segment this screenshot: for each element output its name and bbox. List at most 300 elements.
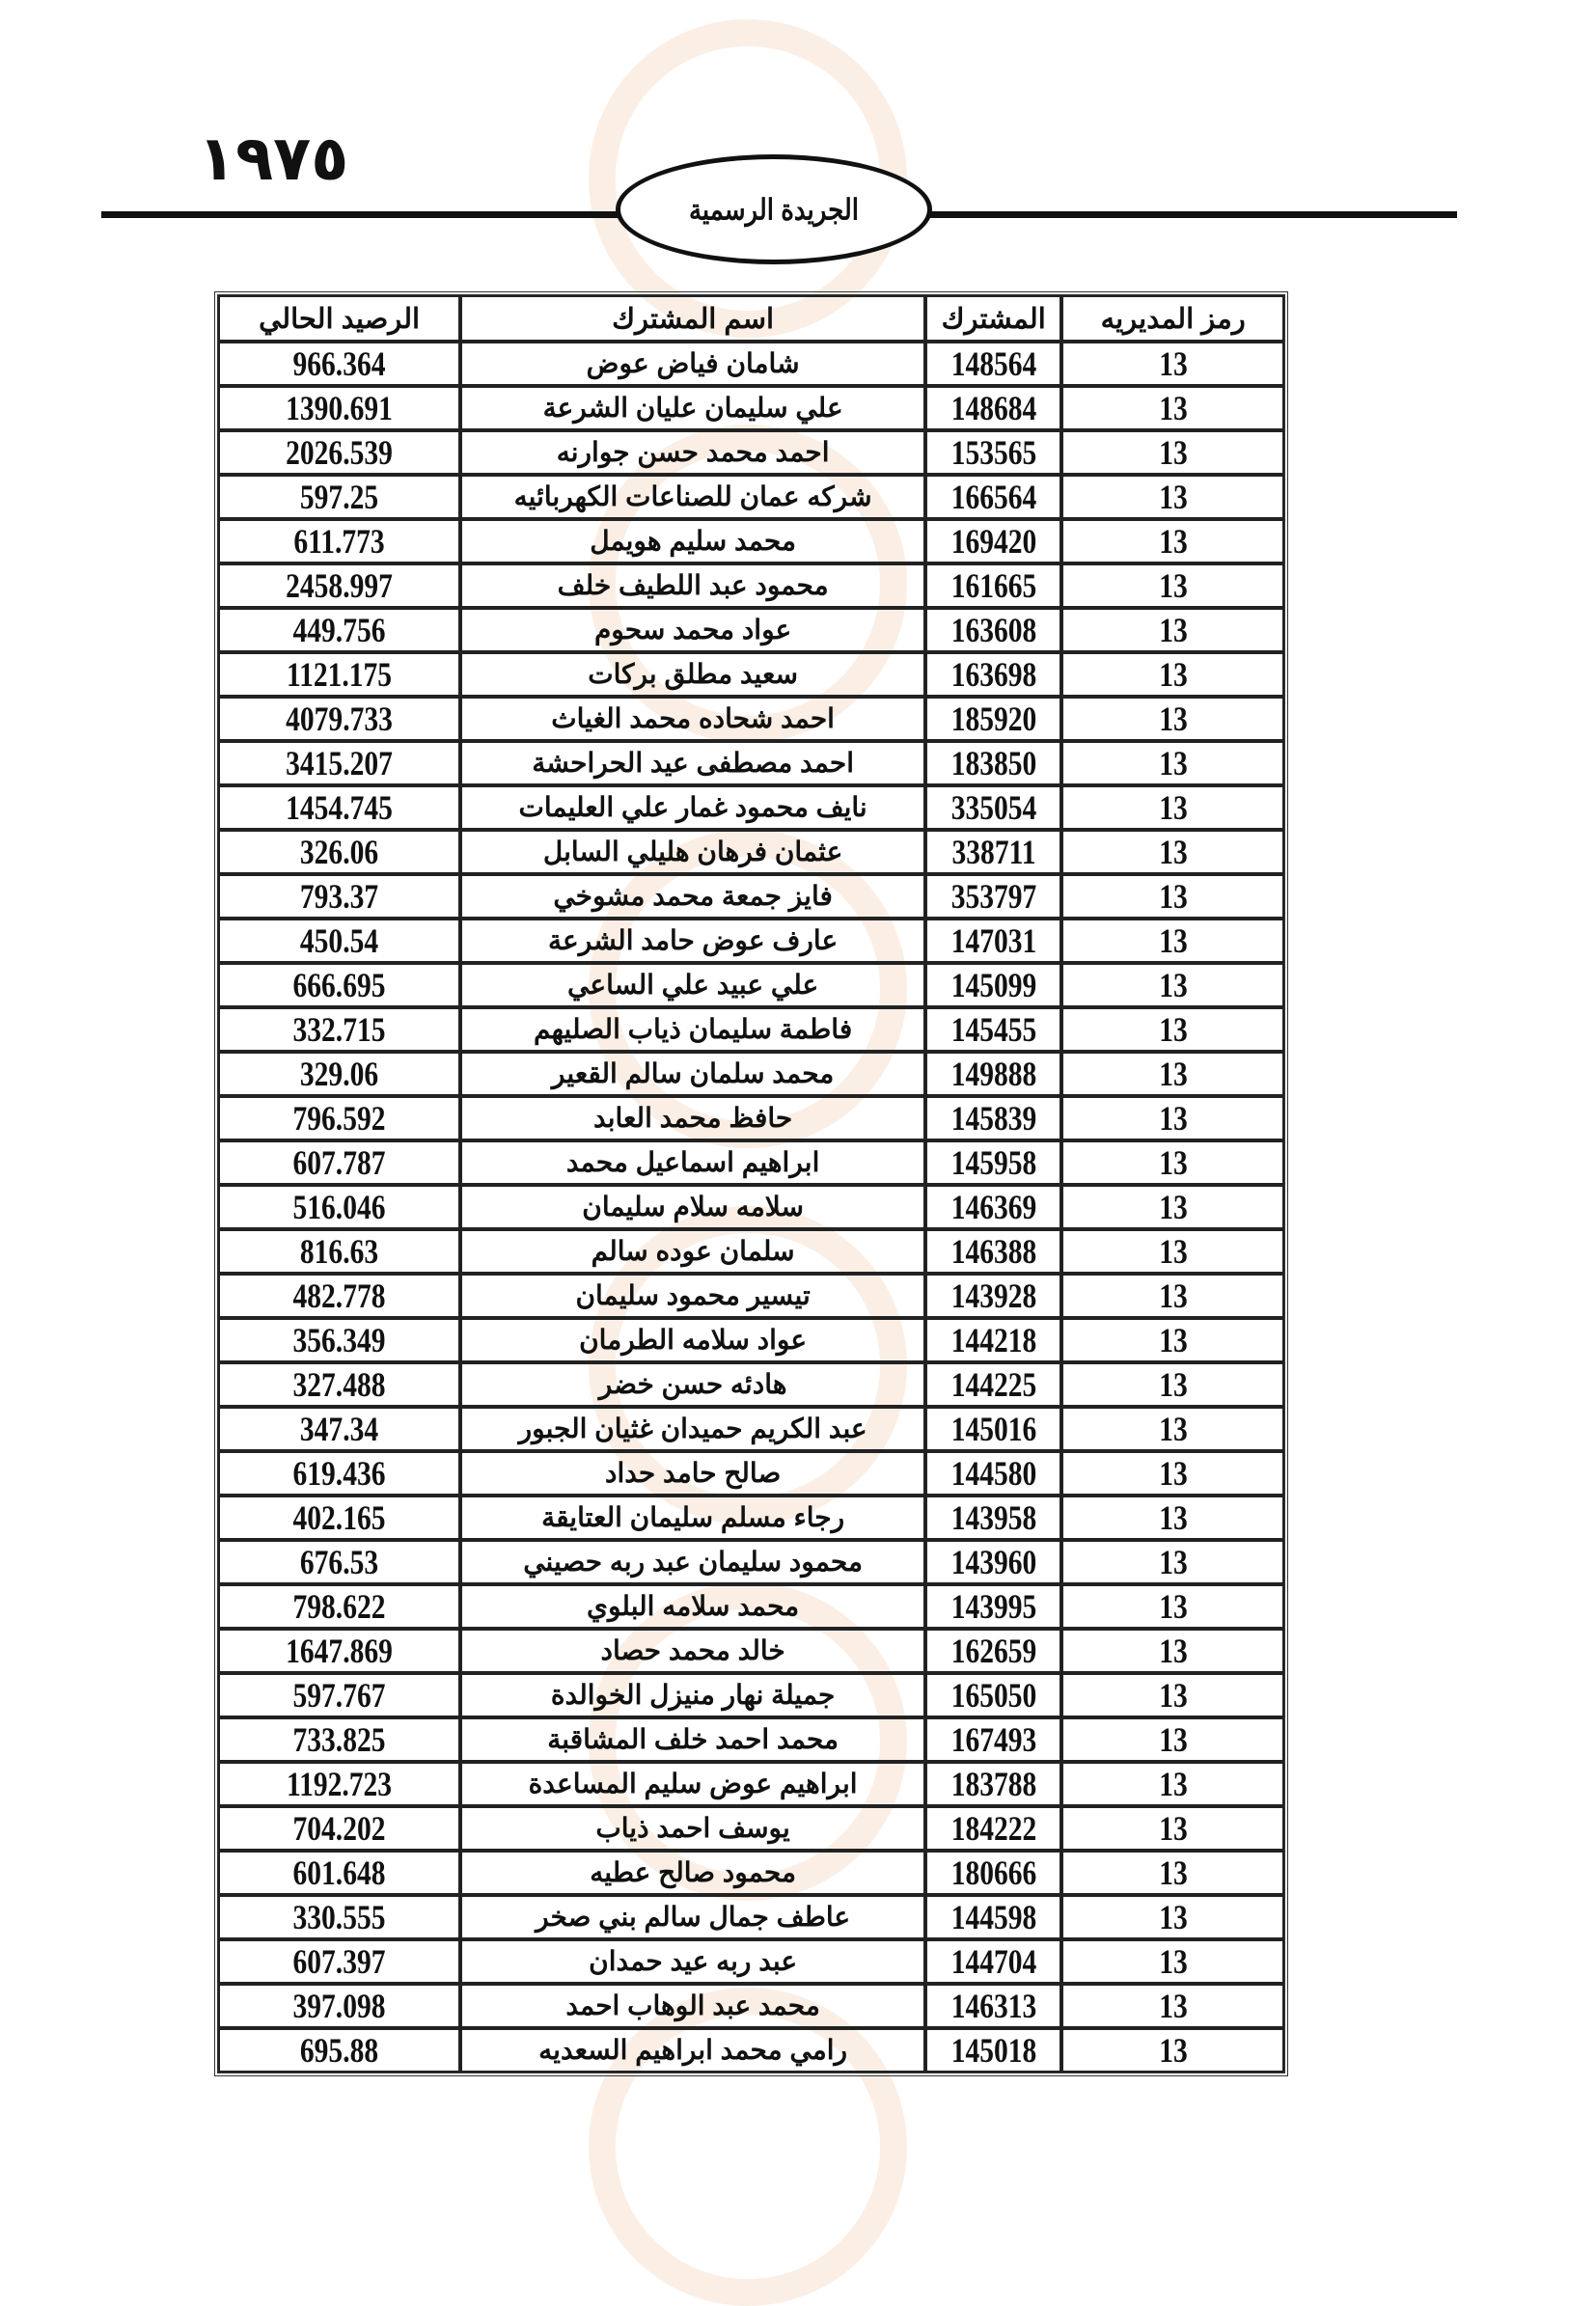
current-balance-text: 816.63 <box>300 1232 379 1271</box>
subscriber-number-text: 145018 <box>950 2031 1036 2070</box>
page-number: ١٩٧٥ <box>198 124 349 195</box>
cell-subscriber-name <box>460 1407 925 1451</box>
cell-current-balance <box>218 1496 460 1540</box>
cell-directorate-code <box>1061 652 1284 697</box>
cell-subscriber-number <box>925 1895 1061 1939</box>
cell-current-balance <box>218 1629 460 1673</box>
table-row <box>218 563 1284 608</box>
directorate-code-text: 13 <box>1158 1809 1188 1848</box>
current-balance-text: 402.165 <box>292 1498 386 1537</box>
cell-subscriber-name <box>460 1762 925 1806</box>
cell-current-balance <box>218 1762 460 1806</box>
cell-current-balance <box>218 1229 460 1274</box>
table-row <box>218 1629 1284 1673</box>
cell-directorate-code <box>1061 563 1284 608</box>
table-row <box>218 1895 1284 1939</box>
directorate-code-text: 13 <box>1158 1410 1188 1448</box>
subscriber-number-text: 146369 <box>950 1188 1036 1226</box>
table-row <box>218 1318 1284 1362</box>
directorate-code-text: 13 <box>1158 833 1188 871</box>
table-row <box>218 608 1284 652</box>
cell-subscriber-name <box>460 785 925 830</box>
current-balance-text: 2026.539 <box>286 433 393 472</box>
cell-current-balance <box>218 1451 460 1496</box>
current-balance-text: 597.767 <box>292 1676 386 1715</box>
subscriber-name-text: صالح حامد حداد <box>604 1458 782 1488</box>
cell-subscriber-number <box>925 1806 1061 1851</box>
cell-directorate-code <box>1061 1496 1284 1540</box>
cell-current-balance <box>218 1895 460 1939</box>
table-row <box>218 1185 1284 1229</box>
directorate-code-text: 13 <box>1158 788 1188 827</box>
directorate-code-text: 13 <box>1158 478 1188 516</box>
current-balance-text: 733.825 <box>292 1720 386 1759</box>
cell-subscriber-number <box>925 1673 1061 1717</box>
table-row <box>218 430 1284 475</box>
subscriber-number-text: 146388 <box>950 1232 1036 1271</box>
cell-subscriber-number <box>925 1584 1061 1629</box>
subscriber-number-text: 180666 <box>950 1853 1036 1892</box>
cell-current-balance <box>218 342 460 386</box>
current-balance-text: 449.756 <box>292 611 386 649</box>
current-balance-text: 1121.175 <box>287 655 393 694</box>
cell-subscriber-name <box>460 1673 925 1717</box>
current-balance-text: 676.53 <box>300 1543 379 1581</box>
subscriber-name-text: تيسير محمود سليمان <box>575 1280 811 1310</box>
subscriber-name-text: احمد محمد حسن جوارنه <box>556 437 830 467</box>
table-row <box>218 1540 1284 1584</box>
subscriber-name-text: ابراهيم عوض سليم المساعدة <box>528 1769 858 1798</box>
cell-subscriber-name <box>460 1629 925 1673</box>
cell-subscriber-number <box>925 430 1061 475</box>
cell-current-balance <box>218 430 460 475</box>
cell-subscriber-name <box>460 475 925 519</box>
directorate-code-text: 13 <box>1158 1987 1188 2025</box>
table-row <box>218 342 1284 386</box>
cell-subscriber-name <box>460 1939 925 1984</box>
cell-current-balance <box>218 1806 460 1851</box>
directorate-code-text: 13 <box>1158 966 1188 1004</box>
subscriber-number-text: 148564 <box>950 344 1036 383</box>
table-row <box>218 919 1284 963</box>
current-balance-text: 332.715 <box>292 1010 386 1049</box>
subscriber-number-text: 146313 <box>950 1987 1036 2025</box>
cell-directorate-code <box>1061 1629 1284 1673</box>
cell-directorate-code <box>1061 1984 1284 2028</box>
subscriber-number-text: 163698 <box>950 655 1036 694</box>
directorate-code-text: 13 <box>1158 1099 1188 1138</box>
cell-current-balance <box>218 1851 460 1895</box>
gazette-title: الجريدة الرسمية <box>688 192 860 226</box>
cell-subscriber-number <box>925 1851 1061 1895</box>
cell-subscriber-number <box>925 785 1061 830</box>
cell-subscriber-number <box>925 1629 1061 1673</box>
table-row <box>218 1717 1284 1762</box>
cell-directorate-code <box>1061 519 1284 563</box>
directorate-code-text: 13 <box>1158 1010 1188 1049</box>
cell-subscriber-name <box>460 652 925 697</box>
subscriber-name-text: احمد شحاده محمد الغياث <box>551 703 835 733</box>
subscriber-name-text: محمد سلامه البلوي <box>587 1591 800 1621</box>
subscriber-name-text: شامان فياض عوض <box>586 348 800 378</box>
current-balance-text: 397.098 <box>292 1987 386 2025</box>
current-balance-text: 516.046 <box>292 1188 386 1226</box>
subscriber-number-text: 335054 <box>950 788 1036 827</box>
subscriber-number-text: 161665 <box>950 566 1036 605</box>
current-balance-text: 704.202 <box>292 1809 386 1848</box>
cell-subscriber-number <box>925 1052 1061 1096</box>
subscriber-number-text: 184222 <box>950 1809 1036 1848</box>
cell-current-balance <box>218 1984 460 2028</box>
table-row <box>218 1096 1284 1140</box>
subscriber-number-text: 145455 <box>950 1010 1036 1049</box>
subscriber-name-text: عواد سلامه الطرمان <box>579 1325 808 1355</box>
cell-subscriber-name <box>460 741 925 785</box>
subscriber-number-text: 143960 <box>950 1543 1036 1581</box>
subscriber-name-text: عواد محمد سحوم <box>593 615 792 645</box>
cell-subscriber-name <box>460 830 925 874</box>
cell-current-balance <box>218 563 460 608</box>
cell-subscriber-number <box>925 608 1061 652</box>
cell-directorate-code <box>1061 1762 1284 1806</box>
cell-subscriber-name <box>460 563 925 608</box>
cell-directorate-code <box>1061 1185 1284 1229</box>
directorate-code-text: 13 <box>1158 744 1188 782</box>
directorate-code-text: 13 <box>1158 1942 1188 1981</box>
cell-subscriber-name <box>460 519 925 563</box>
table-row <box>218 1362 1284 1407</box>
cell-subscriber-number <box>925 1540 1061 1584</box>
subscriber-number-text: 185920 <box>950 700 1036 738</box>
subscriber-name-text: عارف عوض حامد الشرعة <box>548 925 839 955</box>
table-row <box>218 1451 1284 1496</box>
subscriber-number-text: 149888 <box>950 1055 1036 1093</box>
subscriber-number-text: 338711 <box>951 833 1036 871</box>
subscriber-name-text: هادئه حسن خضر <box>598 1369 787 1399</box>
table-row <box>218 963 1284 1007</box>
cell-directorate-code <box>1061 1140 1284 1185</box>
current-balance-text: 330.555 <box>292 1898 386 1936</box>
column-header-current-balance: الرصيد الحالي <box>218 295 460 342</box>
subscriber-number-text: 147031 <box>950 921 1036 960</box>
current-balance-text: 607.397 <box>292 1942 386 1981</box>
cell-subscriber-name <box>460 1717 925 1762</box>
current-balance-text: 327.488 <box>292 1365 386 1404</box>
cell-subscriber-name <box>460 1496 925 1540</box>
subscriber-number-text: 153565 <box>950 433 1036 472</box>
cell-subscriber-number <box>925 697 1061 741</box>
cell-subscriber-number <box>925 563 1061 608</box>
table-row <box>218 1762 1284 1806</box>
cell-directorate-code <box>1061 1939 1284 1984</box>
subscriber-number-text: 167493 <box>950 1720 1036 1759</box>
cell-directorate-code <box>1061 874 1284 919</box>
table-header-row <box>218 295 1284 342</box>
current-balance-text: 356.349 <box>292 1321 386 1359</box>
cell-current-balance <box>218 1318 460 1362</box>
directorate-code-text: 13 <box>1158 1898 1188 1936</box>
current-balance-text: 4079.733 <box>286 700 393 738</box>
directorate-code-text: 13 <box>1158 611 1188 649</box>
table-row <box>218 1407 1284 1451</box>
subscriber-name-text: عبد ربه عيد حمدان <box>589 1946 798 1976</box>
directorate-code-text: 13 <box>1158 433 1188 472</box>
cell-directorate-code <box>1061 963 1284 1007</box>
cell-directorate-code <box>1061 1895 1284 1939</box>
cell-current-balance <box>218 741 460 785</box>
cell-directorate-code <box>1061 1584 1284 1629</box>
cell-current-balance <box>218 608 460 652</box>
current-balance-text: 611.773 <box>293 522 385 561</box>
cell-subscriber-number <box>925 1007 1061 1052</box>
subscriber-number-text: 166564 <box>950 478 1036 516</box>
subscriber-name-text: فاطمة سليمان ذياب الصليهم <box>534 1014 853 1044</box>
subscriber-number-text: 145099 <box>950 966 1036 1004</box>
cell-subscriber-name <box>460 1540 925 1584</box>
table-row <box>218 1806 1284 1851</box>
cell-directorate-code <box>1061 1052 1284 1096</box>
cell-subscriber-number <box>925 874 1061 919</box>
subscriber-name-text: احمد مصطفى عيد الحراحشة <box>532 748 855 778</box>
directorate-code-text: 13 <box>1158 1365 1188 1404</box>
current-balance-text: 666.695 <box>292 966 386 1004</box>
subscriber-name-text: خالد محمد حصاد <box>600 1635 785 1665</box>
directorate-code-text: 13 <box>1158 2031 1188 2070</box>
current-balance-text: 798.622 <box>292 1587 386 1626</box>
cell-current-balance <box>218 1407 460 1451</box>
current-balance-text: 3415.207 <box>286 744 393 782</box>
cell-subscriber-number <box>925 1762 1061 1806</box>
directorate-code-text: 13 <box>1158 522 1188 561</box>
subscriber-name-text: محمود سليمان عبد ربه حصيني <box>523 1547 863 1577</box>
subscriber-name-text: فايز جمعة محمد مشوخي <box>553 881 833 911</box>
current-balance-text: 1647.869 <box>286 1632 393 1670</box>
subscriber-name-text: محمود صالح عطيه <box>590 1857 797 1887</box>
current-balance-text: 601.648 <box>292 1853 386 1892</box>
subscriber-name-text: نايف محمود غمار علي العليمات <box>518 792 867 822</box>
subscriber-number-text: 143995 <box>950 1587 1036 1626</box>
directorate-code-text: 13 <box>1158 1188 1188 1226</box>
cell-current-balance <box>218 697 460 741</box>
table-row <box>218 1939 1284 1984</box>
column-header-directorate-code: رمز المديريه <box>1061 295 1284 342</box>
cell-subscriber-name <box>460 1229 925 1274</box>
directorate-code-text: 13 <box>1158 655 1188 694</box>
cell-current-balance <box>218 1140 460 1185</box>
cell-subscriber-number <box>925 1939 1061 1984</box>
cell-current-balance <box>218 1052 460 1096</box>
cell-directorate-code <box>1061 342 1284 386</box>
cell-directorate-code <box>1061 1274 1284 1318</box>
directorate-code-text: 13 <box>1158 1765 1188 1803</box>
subscriber-name-text: عبد الكريم حميدان غثيان الجبور <box>518 1414 867 1443</box>
subscribers-table <box>214 291 1288 2076</box>
directorate-code-text: 13 <box>1158 1853 1188 1892</box>
table-row <box>218 1140 1284 1185</box>
subscriber-name-text: علي عبيد علي الساعي <box>567 970 819 1000</box>
cell-subscriber-name <box>460 1185 925 1229</box>
cell-subscriber-number <box>925 741 1061 785</box>
subscriber-name-text: محمد سليم هويمل <box>590 526 796 556</box>
subscriber-number-text: 183788 <box>950 1765 1036 1803</box>
cell-subscriber-number <box>925 1451 1061 1496</box>
subscriber-name-text: رجاء مسلم سليمان العتايقة <box>541 1502 845 1532</box>
current-balance-text: 347.34 <box>300 1410 379 1448</box>
cell-subscriber-number <box>925 830 1061 874</box>
table-row <box>218 1007 1284 1052</box>
directorate-code-text: 13 <box>1158 1587 1188 1626</box>
current-balance-text: 793.37 <box>300 877 379 916</box>
cell-subscriber-number <box>925 919 1061 963</box>
cell-current-balance <box>218 963 460 1007</box>
subscriber-name-text: شركه عمان للصناعات الكهربائيه <box>513 481 872 511</box>
subscriber-name-text: ابراهيم اسماعيل محمد <box>565 1147 820 1177</box>
subscriber-name-text: محمد سلمان سالم القعير <box>551 1058 835 1088</box>
cell-subscriber-number <box>925 1362 1061 1407</box>
cell-current-balance <box>218 1939 460 1984</box>
current-balance-text: 966.364 <box>292 344 386 383</box>
directorate-code-text: 13 <box>1158 1277 1188 1315</box>
cell-current-balance <box>218 1362 460 1407</box>
cell-subscriber-number <box>925 342 1061 386</box>
subscriber-name-text: محمد عبد الوهاب احمد <box>565 1990 820 2020</box>
cell-directorate-code <box>1061 1806 1284 1851</box>
subscriber-name-text: جميلة نهار منيزل الخوالدة <box>550 1680 836 1710</box>
cell-subscriber-name <box>460 1984 925 2028</box>
subscriber-name-text: عثمان فرهان هليلي السابل <box>542 837 843 866</box>
cell-directorate-code <box>1061 608 1284 652</box>
current-balance-text: 1192.723 <box>287 1765 393 1803</box>
table-row <box>218 874 1284 919</box>
cell-current-balance <box>218 1096 460 1140</box>
column-header-subscriber-name: اسم المشترك <box>460 295 925 342</box>
directorate-code-text: 13 <box>1158 700 1188 738</box>
cell-directorate-code <box>1061 1717 1284 1762</box>
cell-subscriber-name <box>460 963 925 1007</box>
directorate-code-text: 13 <box>1158 1543 1188 1581</box>
current-balance-text: 619.436 <box>292 1454 386 1493</box>
table-row <box>218 1274 1284 1318</box>
subscriber-number-text: 144218 <box>950 1321 1036 1359</box>
cell-current-balance <box>218 1274 460 1318</box>
cell-subscriber-name <box>460 608 925 652</box>
cell-subscriber-number <box>925 1140 1061 1185</box>
cell-subscriber-name <box>460 1895 925 1939</box>
table-row <box>218 741 1284 785</box>
cell-subscriber-name <box>460 1096 925 1140</box>
cell-subscriber-number <box>925 1274 1061 1318</box>
cell-directorate-code <box>1061 1451 1284 1496</box>
directorate-code-text: 13 <box>1158 566 1188 605</box>
cell-subscriber-number <box>925 1229 1061 1274</box>
subscriber-number-text: 353797 <box>950 877 1036 916</box>
cell-subscriber-number <box>925 1185 1061 1229</box>
cell-directorate-code <box>1061 1096 1284 1140</box>
current-balance-text: 482.778 <box>292 1277 386 1315</box>
directorate-code-text: 13 <box>1158 877 1188 916</box>
current-balance-text: 597.25 <box>300 478 379 516</box>
cell-subscriber-name <box>460 342 925 386</box>
cell-current-balance <box>218 919 460 963</box>
subscriber-name-text: محمد احمد خلف المشاقبة <box>547 1724 839 1754</box>
cell-directorate-code <box>1061 386 1284 430</box>
cell-subscriber-number <box>925 1096 1061 1140</box>
subscriber-name-text: محمود عبد اللطيف خلف <box>557 570 829 600</box>
cell-current-balance <box>218 1584 460 1629</box>
cell-current-balance <box>218 475 460 519</box>
cell-directorate-code <box>1061 2028 1284 2073</box>
cell-subscriber-name <box>460 919 925 963</box>
table-row <box>218 1229 1284 1274</box>
cell-subscriber-name <box>460 1318 925 1362</box>
table-row <box>218 386 1284 430</box>
cell-subscriber-name <box>460 1584 925 1629</box>
gazette-title-oval <box>616 154 932 264</box>
table-row <box>218 2028 1284 2073</box>
cell-current-balance <box>218 1540 460 1584</box>
subscriber-number-text: 145016 <box>950 1410 1036 1448</box>
directorate-code-text: 13 <box>1158 1676 1188 1715</box>
cell-directorate-code <box>1061 1673 1284 1717</box>
cell-subscriber-number <box>925 2028 1061 2073</box>
cell-current-balance <box>218 386 460 430</box>
table-row <box>218 1673 1284 1717</box>
subscriber-number-text: 148684 <box>950 389 1036 427</box>
cell-current-balance <box>218 519 460 563</box>
cell-directorate-code <box>1061 785 1284 830</box>
cell-directorate-code <box>1061 1318 1284 1362</box>
cell-subscriber-name <box>460 874 925 919</box>
cell-directorate-code <box>1061 830 1284 874</box>
cell-subscriber-number <box>925 475 1061 519</box>
cell-subscriber-name <box>460 1451 925 1496</box>
current-balance-text: 329.06 <box>300 1055 379 1093</box>
cell-subscriber-name <box>460 1140 925 1185</box>
subscriber-name-text: سعيد مطلق بركات <box>588 659 798 689</box>
table-row <box>218 697 1284 741</box>
cell-current-balance <box>218 874 460 919</box>
subscriber-name-text: رامي محمد ابراهيم السعديه <box>538 2035 848 2065</box>
cell-subscriber-number <box>925 1984 1061 2028</box>
subscriber-number-text: 144580 <box>950 1454 1036 1493</box>
directorate-code-text: 13 <box>1158 1321 1188 1359</box>
subscriber-name-text: علي سليمان عليان الشرعة <box>542 393 843 423</box>
directorate-code-text: 13 <box>1158 1454 1188 1493</box>
cell-current-balance <box>218 1673 460 1717</box>
cell-subscriber-name <box>460 1274 925 1318</box>
cell-current-balance <box>218 1717 460 1762</box>
cell-subscriber-name <box>460 430 925 475</box>
cell-current-balance <box>218 785 460 830</box>
subscriber-number-text: 163608 <box>950 611 1036 649</box>
table-row <box>218 1496 1284 1540</box>
subscriber-name-text: حافظ محمد العابد <box>593 1103 793 1133</box>
cell-subscriber-number <box>925 1496 1061 1540</box>
column-header-subscriber: المشترك <box>925 295 1061 342</box>
subscriber-number-text: 165050 <box>950 1676 1036 1715</box>
subscriber-name-text: يوسف احمد ذياب <box>595 1813 790 1843</box>
cell-subscriber-number <box>925 519 1061 563</box>
directorate-code-text: 13 <box>1158 1143 1188 1182</box>
table-row <box>218 830 1284 874</box>
cell-subscriber-number <box>925 652 1061 697</box>
cell-directorate-code <box>1061 1229 1284 1274</box>
table-row <box>218 1584 1284 1629</box>
table-row <box>218 475 1284 519</box>
cell-directorate-code <box>1061 1540 1284 1584</box>
directorate-code-text: 13 <box>1158 1055 1188 1093</box>
directorate-code-text: 13 <box>1158 1498 1188 1537</box>
